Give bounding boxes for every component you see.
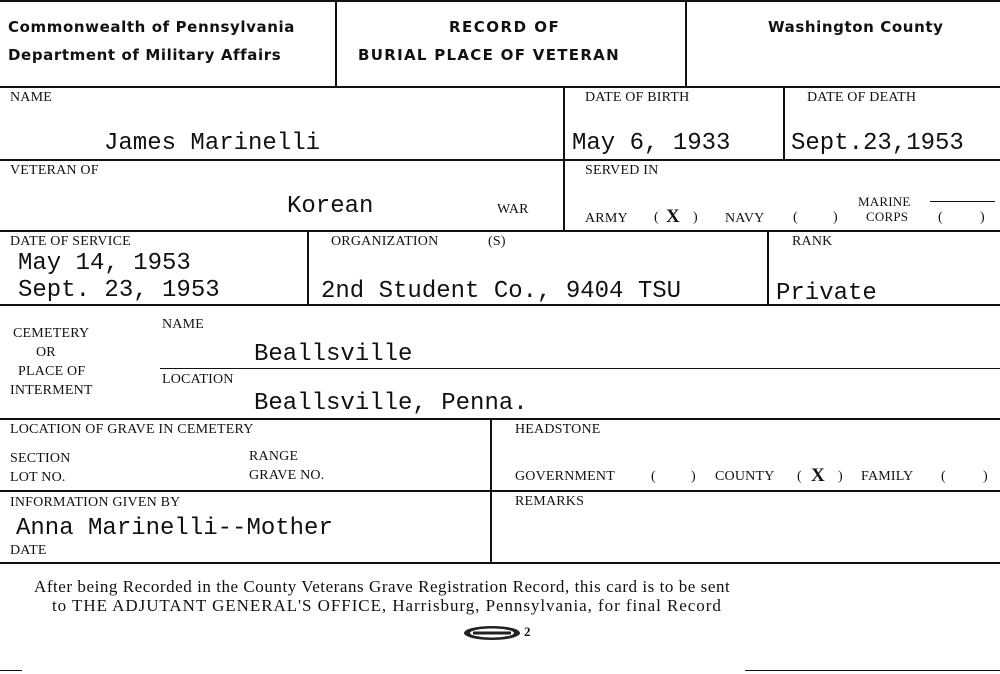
grave-vline	[490, 418, 492, 562]
date-of-birth-value: May 6, 1933	[572, 130, 731, 157]
served-in-label: SERVED IN	[585, 163, 659, 178]
row1-vline-1	[563, 86, 565, 230]
county-checkbox-label: COUNTY	[715, 469, 775, 484]
info-given-by-label: INFORMATION GIVEN BY	[10, 495, 181, 510]
date-of-birth-label: DATE OF BIRTH	[585, 90, 690, 105]
form-title-line2: BURIAL PLACE OF VETERAN	[358, 46, 620, 64]
service-to-value: Sept. 23, 1953	[18, 277, 220, 304]
header-vline-2	[685, 0, 687, 86]
marine-paren-open: (	[938, 210, 943, 225]
organization-suffix: (S)	[488, 234, 506, 249]
cemetery-side-label-4: INTERMENT	[10, 383, 93, 398]
info-given-by-value: Anna Marinelli--Mother	[16, 515, 333, 542]
footer-instruction-line2: to THE ADJUTANT GENERAL'S OFFICE, Harrisburg, Pennsylvania, for final Record	[52, 596, 722, 615]
county-paren-close: )	[838, 469, 843, 484]
service-from-value: May 14, 1953	[18, 250, 191, 277]
corps-label: CORPS	[866, 209, 909, 224]
union-label-number: 2	[524, 624, 531, 639]
family-label: FAMILY	[861, 469, 914, 484]
date-label: DATE	[10, 543, 47, 558]
government-label: GOVERNMENT	[515, 469, 615, 484]
row3-vline-2	[767, 230, 769, 304]
cemetery-side-label-1: CEMETERY	[13, 326, 90, 341]
government-paren-open: (	[651, 469, 656, 484]
army-paren-close: )	[693, 210, 698, 225]
form-title-line1: RECORD OF	[449, 18, 561, 36]
county-checkmark: X	[811, 465, 825, 486]
row3-vline-1	[307, 230, 309, 304]
remarks-label: REMARKS	[515, 494, 585, 509]
organization-label: ORGANIZATION	[331, 234, 439, 249]
navy-paren-close: )	[833, 210, 838, 225]
row1-vline-2	[783, 86, 785, 159]
header-divider	[0, 86, 1000, 88]
army-paren-open: (	[654, 210, 659, 225]
cemetery-name-label: NAME	[162, 317, 205, 332]
rank-label: RANK	[792, 234, 833, 249]
cemetery-location-label: LOCATION	[162, 372, 234, 387]
commonwealth-label: Commonwealth of Pennsylvania	[8, 18, 295, 36]
footer-instruction-line1: After being Recorded in the County Veterans Grave Registration Record, this card is to be sent	[34, 577, 731, 596]
union-label-seal-icon	[463, 625, 521, 641]
organization-value: 2nd Student Co., 9404 TSU	[321, 278, 682, 305]
top-border	[0, 0, 1000, 2]
army-label: ARMY	[585, 211, 628, 226]
family-paren-open: (	[941, 469, 946, 484]
cemetery-name-value: Beallsville	[254, 341, 413, 368]
bottom-edge-line	[745, 670, 1000, 671]
range-label: RANGE	[249, 449, 299, 464]
government-paren-close: )	[691, 469, 696, 484]
date-of-death-label: DATE OF DEATH	[807, 90, 917, 105]
name-label: NAME	[10, 90, 53, 105]
rank-value: Private	[776, 280, 877, 307]
cemetery-name-underline	[160, 368, 1000, 369]
cemetery-side-label-2: OR	[36, 345, 56, 360]
lot-label: LOT NO.	[10, 470, 66, 485]
county-label: Washington County	[768, 18, 944, 36]
army-checkmark: X	[666, 206, 680, 227]
name-value: James Marinelli	[104, 130, 321, 157]
date-of-service-label: DATE OF SERVICE	[10, 234, 131, 249]
family-paren-close: )	[983, 469, 988, 484]
county-paren-open: (	[797, 469, 802, 484]
bottom-left-line	[0, 670, 22, 671]
row2-divider	[0, 230, 1000, 232]
veteran-of-value: Korean	[287, 193, 374, 220]
info-divider	[0, 562, 1000, 564]
navy-paren-open: (	[793, 210, 798, 225]
headstone-label: HEADSTONE	[515, 422, 601, 437]
marine-paren-close: )	[980, 210, 985, 225]
grave-location-label: LOCATION OF GRAVE IN CEMETERY	[10, 422, 254, 437]
cemetery-side-label-3: PLACE OF	[18, 364, 86, 379]
header-vline-1	[335, 0, 337, 86]
cemetery-divider	[0, 418, 1000, 420]
cemetery-location-value: Beallsville, Penna.	[254, 390, 528, 417]
navy-label: NAVY	[725, 211, 765, 226]
row1-divider	[0, 159, 1000, 161]
grave-divider	[0, 490, 1000, 492]
war-label: WAR	[497, 202, 529, 217]
grave-no-label: GRAVE NO.	[249, 468, 325, 483]
department-label: Department of Military Affairs	[8, 46, 282, 64]
marine-label: MARINE	[858, 194, 911, 209]
marine-tick-line	[930, 201, 995, 202]
date-of-death-value: Sept.23,1953	[791, 130, 964, 157]
section-label: SECTION	[10, 451, 71, 466]
veteran-of-label: VETERAN OF	[10, 163, 99, 178]
